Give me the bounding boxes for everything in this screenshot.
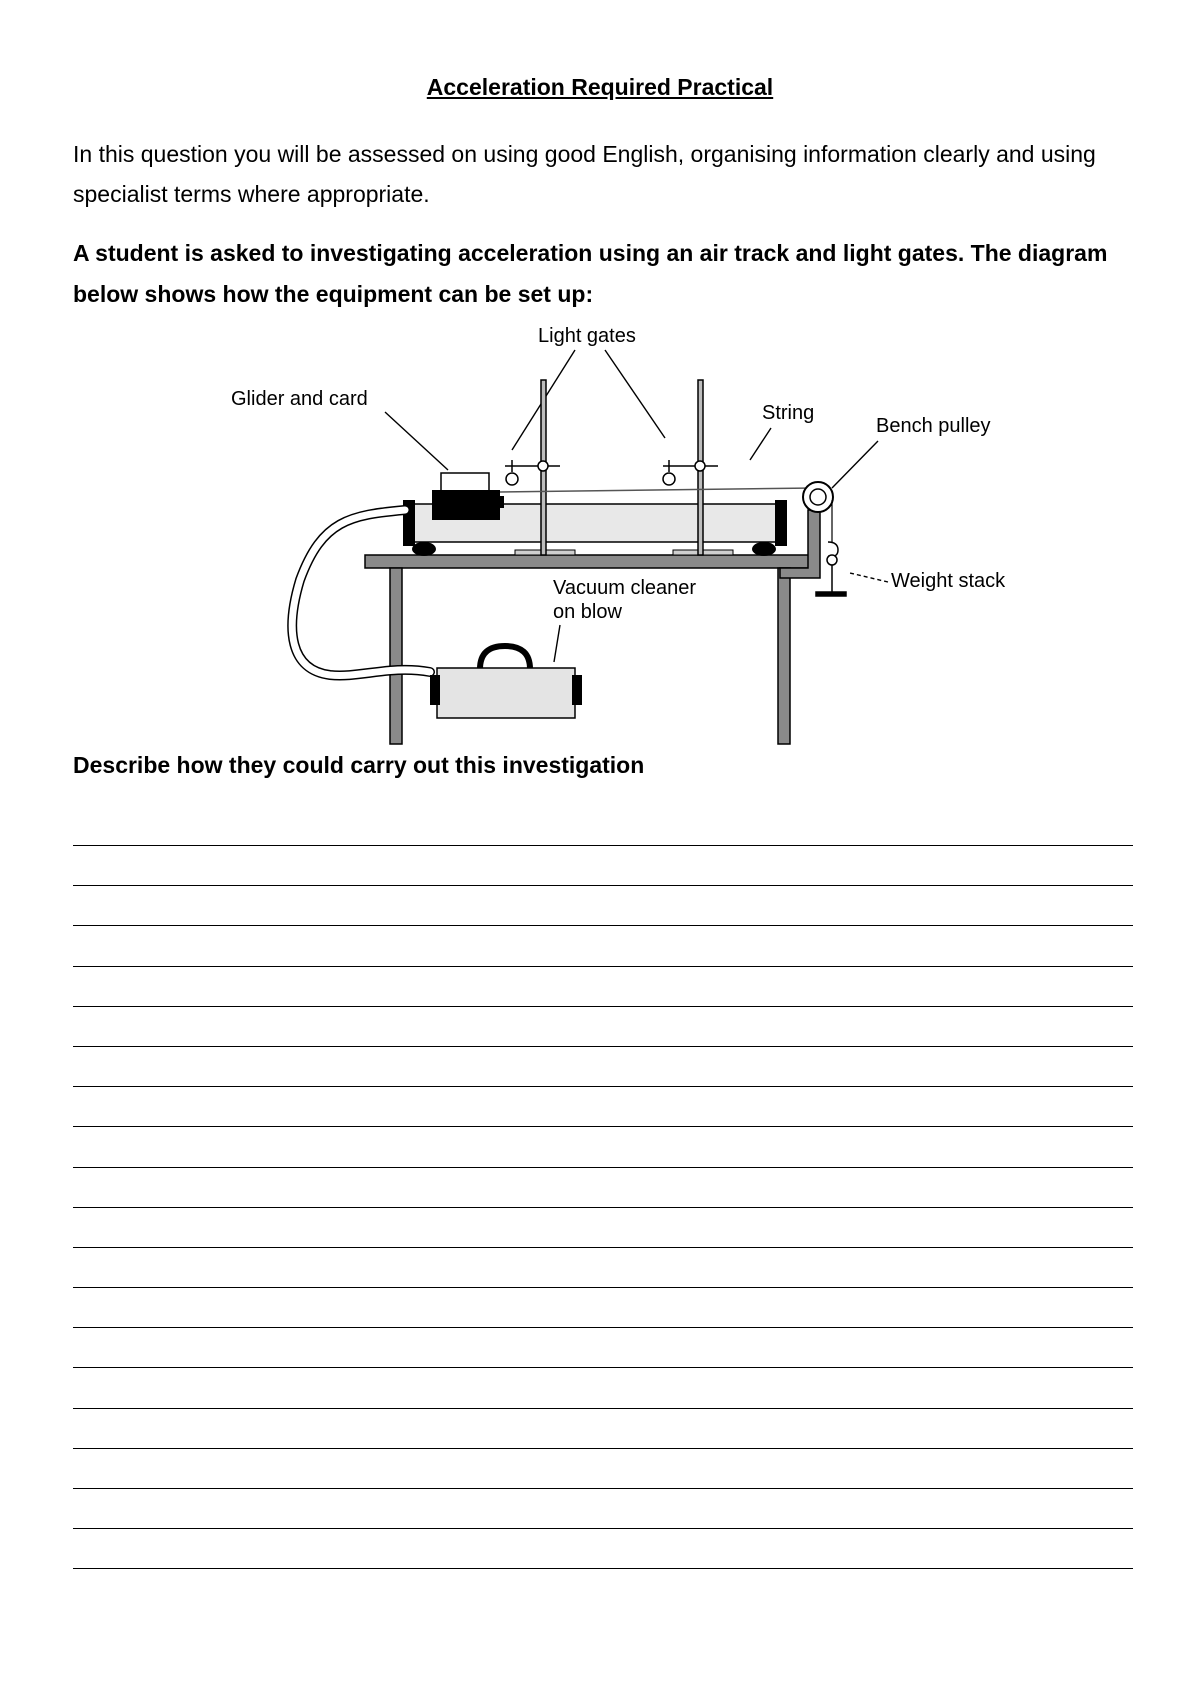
track-foot-left [412, 542, 436, 556]
answer-line[interactable] [73, 926, 1133, 966]
light-gates-label: Light gates [538, 325, 636, 347]
answer-line[interactable] [73, 1208, 1133, 1248]
answer-line[interactable] [73, 1288, 1133, 1328]
answer-line[interactable] [73, 1529, 1133, 1569]
answer-line[interactable] [73, 1409, 1133, 1449]
bench-pulley-leader [832, 441, 878, 488]
answer-line[interactable] [73, 886, 1133, 926]
glider-leader [385, 412, 448, 470]
weight-stack-label: Weight stack [891, 570, 1006, 592]
vacuum-cleaner-label-line1: Vacuum cleaner [553, 577, 697, 599]
vacuum-cleaner-label-line2: on blow [553, 601, 622, 623]
glider-and-card-label: Glider and card [231, 388, 368, 410]
answer-line[interactable] [73, 1368, 1133, 1408]
answer-line[interactable] [73, 1007, 1133, 1047]
light-gate-leader-right [605, 350, 665, 438]
answer-line[interactable] [73, 1127, 1133, 1167]
document-title: Acceleration Required Practical [426, 74, 774, 100]
string-label: String [762, 402, 815, 424]
answer-line[interactable] [73, 967, 1133, 1007]
answer-area[interactable] [73, 826, 1133, 1569]
string-leader [750, 428, 771, 460]
answer-line[interactable] [73, 1449, 1133, 1489]
answer-line[interactable] [73, 1489, 1133, 1529]
vacuum-cleaner-leader [554, 625, 560, 662]
answer-line[interactable] [73, 826, 1133, 846]
answer-line[interactable] [73, 1248, 1133, 1288]
answer-line[interactable] [73, 1087, 1133, 1127]
apparatus-diagram [0, 320, 1200, 750]
light-gate-left [506, 473, 518, 485]
answer-line[interactable] [73, 1328, 1133, 1368]
answer-line[interactable] [73, 846, 1133, 886]
light-gate-right [663, 473, 675, 485]
task-paragraph: A student is asked to investigating acceleration using an air track and light gates. The diagram below shows how the equipment can be set up: [73, 240, 1108, 307]
string [500, 488, 815, 492]
air-track-diagram [0, 320, 1200, 750]
weight-stack-leader [850, 573, 888, 582]
bench-pulley-label: Bench pulley [876, 415, 991, 437]
track-end-right [775, 500, 787, 546]
glider [432, 490, 500, 520]
answer-line[interactable] [73, 1168, 1133, 1208]
answer-line[interactable] [73, 1047, 1133, 1087]
vacuum-cleaner [430, 646, 582, 718]
question-prompt: Describe how they could carry out this investigation [73, 752, 645, 778]
track-foot-right [752, 542, 776, 556]
intro-paragraph: In this question you will be assessed on using good English, organising information clearly and using specialist terms where appropriate. [73, 141, 1096, 207]
